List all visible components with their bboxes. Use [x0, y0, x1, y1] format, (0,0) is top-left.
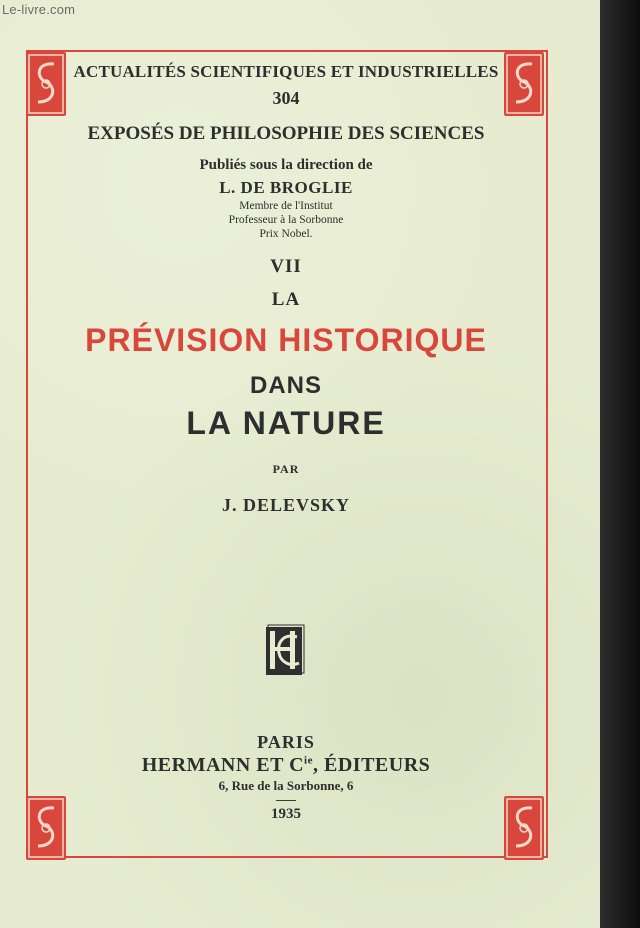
corner-ornament-icon: [504, 796, 544, 860]
divider: [276, 800, 296, 801]
publisher-suffix: , ÉDITEURS: [313, 754, 431, 776]
publisher-name: [66, 754, 506, 777]
collection-name: EXPOSÉS DE PHILOSOPHIE DES SCIENCES: [87, 123, 485, 144]
director-credential: Membre de l'Institut: [239, 200, 333, 212]
title-line-4: LA NATURE: [186, 405, 386, 441]
background-edge: [600, 0, 640, 928]
series-name: ACTUALITÉS SCIENTIFIQUES ET INDUSTRIELLES: [73, 62, 499, 81]
series-number: 304: [272, 88, 300, 108]
title-main: PRÉVISION HISTORIQUE: [85, 322, 487, 358]
author-name: J. DELEVSKY: [221, 495, 351, 515]
publisher-superscript: ie: [304, 754, 313, 767]
publisher-name-text: HERMANN ET C: [141, 754, 305, 776]
title-line-3: DANS: [249, 372, 322, 399]
director-credential: Prix Nobel.: [259, 228, 313, 240]
publication-year: 1935: [271, 806, 301, 822]
director-name: L. DE BROGLIE: [219, 178, 353, 197]
corner-ornament-icon: [26, 52, 66, 116]
volume-number: VII: [270, 256, 302, 277]
publication-city: PARIS: [257, 732, 315, 752]
hermann-hc-monogram-icon: [263, 623, 307, 679]
by-label: PAR: [272, 462, 300, 476]
publisher-address: 6, Rue de la Sorbonne, 6: [218, 778, 354, 793]
title-line-1: LA: [271, 289, 301, 310]
corner-ornament-icon: [26, 796, 66, 860]
watermark: Le-livre.com: [2, 2, 76, 17]
corner-ornament-icon: [504, 52, 544, 116]
director-label: Publiés sous la direction de: [199, 157, 373, 173]
director-credential: Professeur à la Sorbonne: [228, 214, 344, 226]
